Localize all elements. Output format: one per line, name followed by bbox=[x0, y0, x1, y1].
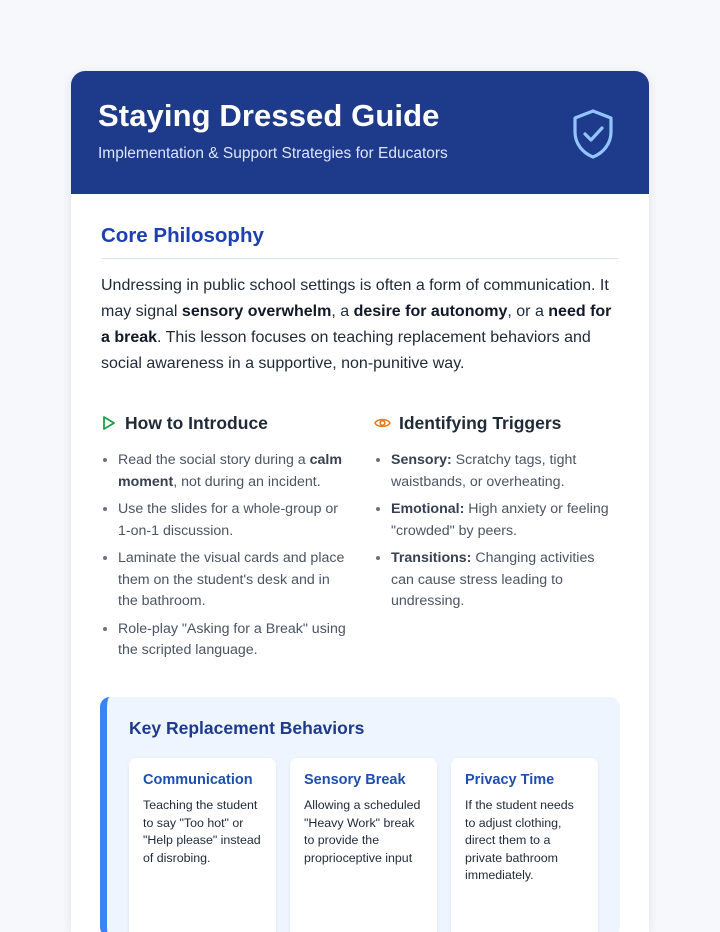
guide-card bbox=[71, 71, 649, 932]
identifying-triggers-heading: Identifying Triggers bbox=[374, 411, 619, 435]
behavior-card-text: If the student needs to adjust clothing, direct them to a private bathroom immediately. bbox=[465, 798, 574, 883]
page-title: Staying Dressed Guide bbox=[98, 98, 440, 133]
list-item: • Laminate the visual cards and place them on the student's desk and in the bathroom. bbox=[118, 548, 346, 613]
list-item: • Sensory: Scratchy tags, tight waistbands, or overheating. bbox=[391, 450, 619, 493]
behavior-card-title: Communication bbox=[143, 772, 253, 788]
list-item: • Role-play "Asking for a Break" using the scripted language. bbox=[118, 619, 346, 662]
shield-check-icon bbox=[570, 108, 616, 160]
list-item: • Read the social story during a calm moment, not during an incident. bbox=[118, 450, 346, 493]
play-icon bbox=[101, 415, 117, 431]
list-item: • Transitions: Changing activities can cause stress leading to undressing. bbox=[391, 548, 619, 613]
behavior-card-privacy-time bbox=[451, 758, 598, 932]
behavior-card-text: Allowing a scheduled "Heavy Work" break to provide the proprioceptive input bbox=[304, 798, 421, 865]
core-philosophy-title: Core Philosophy bbox=[101, 224, 264, 247]
guide-header bbox=[71, 71, 649, 194]
behavior-card-text: Teaching the student to say "Too hot" or "Help please" instead of disrobing. bbox=[143, 798, 261, 865]
behavior-card-title: Privacy Time bbox=[465, 772, 555, 788]
behavior-card-title: Sensory Break bbox=[304, 772, 406, 788]
page-subtitle: Implementation & Support Strategies for Educators bbox=[98, 145, 448, 162]
core-philosophy-text: Undressing in public school settings is often a form of communication. It may signal sensory overwhelm, a desire for autonomy, or a need for a break. This lesson focuses on teaching replacement behaviors and social awareness in a supportive, non-punitive way. bbox=[101, 277, 612, 372]
eye-icon bbox=[374, 416, 391, 430]
how-to-introduce-column bbox=[101, 411, 346, 668]
identifying-triggers-column bbox=[374, 411, 619, 619]
behavior-card-sensory-break bbox=[290, 758, 437, 932]
how-to-introduce-heading: How to Introduce bbox=[101, 411, 346, 435]
list-item: • Emotional: High anxiety or feeling "crowded" by peers. bbox=[391, 499, 619, 542]
replacement-behaviors-panel bbox=[100, 697, 620, 932]
introduce-list bbox=[101, 450, 346, 662]
section-divider bbox=[101, 258, 619, 259]
behavior-card-communication bbox=[129, 758, 276, 932]
triggers-list bbox=[374, 450, 619, 613]
replacement-behaviors-title: Key Replacement Behaviors bbox=[129, 718, 365, 738]
list-item: • Use the slides for a whole-group or 1-on-1 discussion. bbox=[118, 499, 346, 542]
